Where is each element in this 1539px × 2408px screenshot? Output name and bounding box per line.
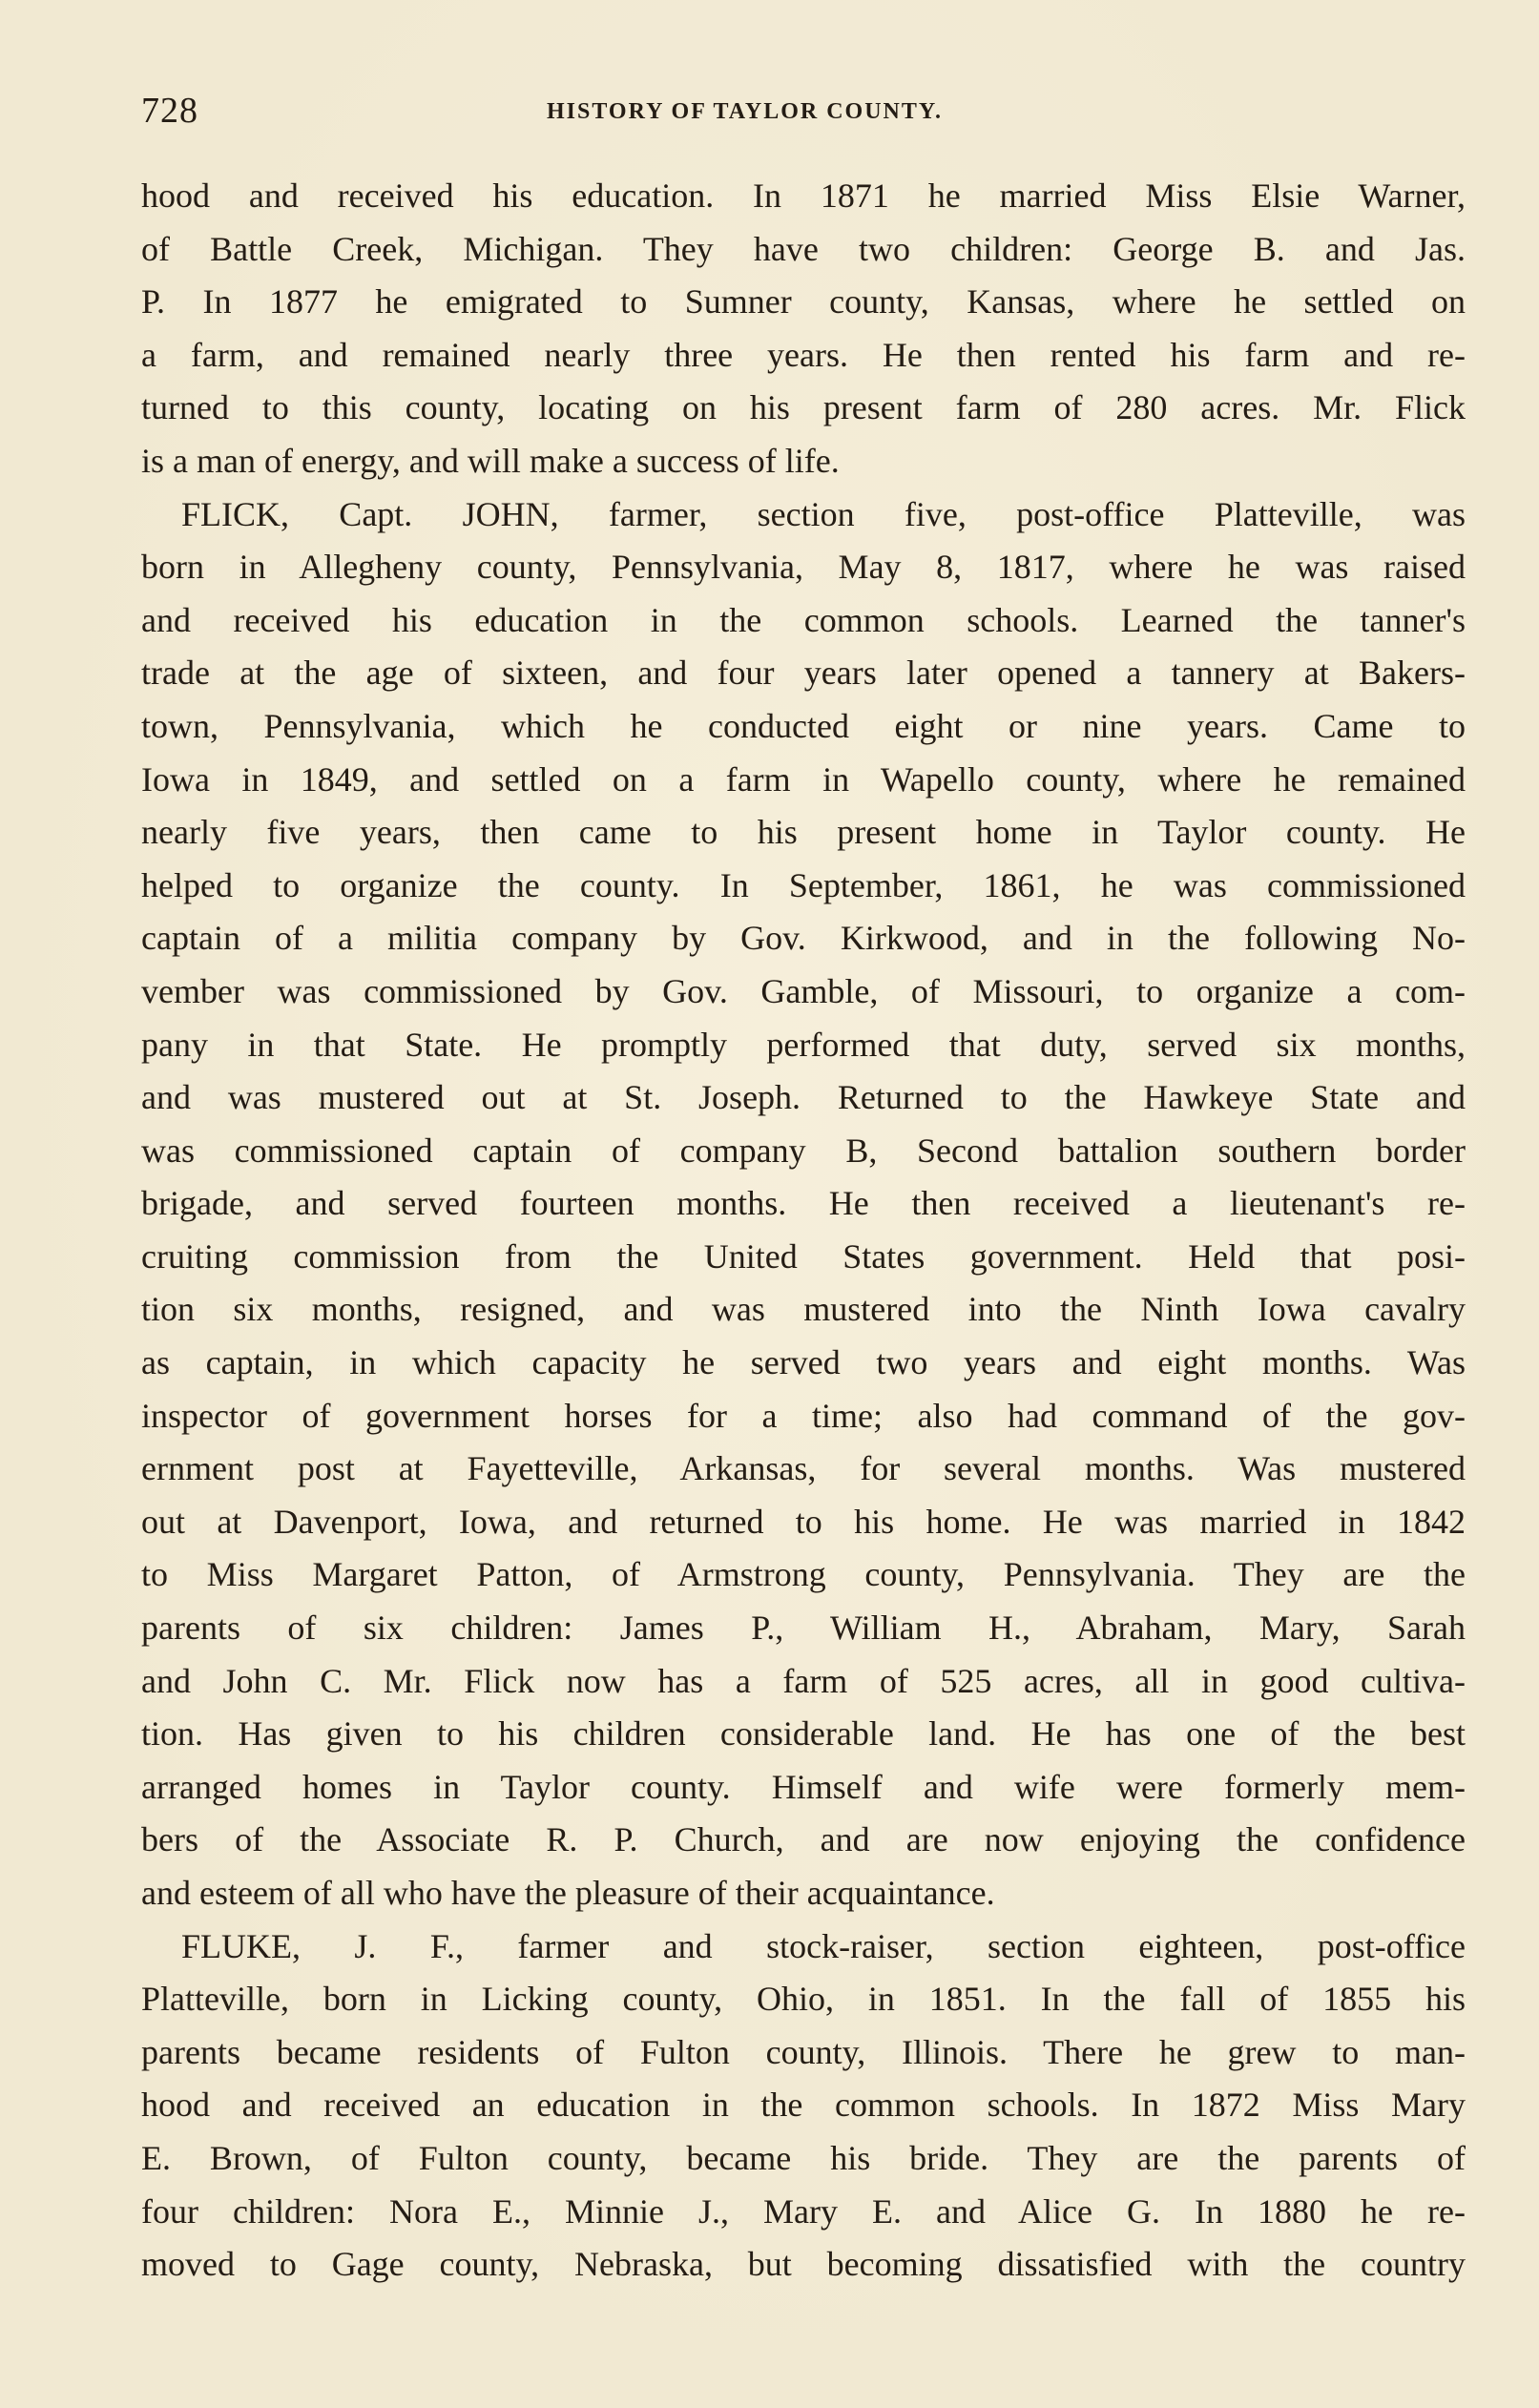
- text-line: FLUKE, J. F., farmer and stock-raiser, section eighteen, post-office: [181, 1926, 1466, 1965]
- text-line: and John C. Mr. Flick now has a farm of 525 acres, all in good cultiva-: [141, 1661, 1466, 1700]
- text-line: P. In 1877 he emigrated to Sumner county, Kansas, where he settled on: [141, 282, 1466, 322]
- text-line: town, Pennsylvania, which he conducted eight or nine years. Came to: [141, 706, 1466, 745]
- text-line: and received his education in the common schools. Learned the tanner's: [141, 600, 1466, 639]
- text-line: ernment post at Fayetteville, Arkansas, for several months. Was mustered: [141, 1449, 1466, 1488]
- text-line: as captain, in which capacity he served two years and eight months. Was: [141, 1343, 1466, 1382]
- text-line: helped to organize the county. In September, 1861, he was commissioned: [141, 865, 1466, 904]
- page-number: 728: [141, 91, 198, 131]
- body-text: [141, 170, 1466, 2292]
- text-line: cruiting commission from the United States government. Held that posi-: [141, 1236, 1466, 1276]
- text-line: inspector of government horses for a time; also had command of the gov-: [141, 1396, 1466, 1435]
- text-line: E. Brown, of Fulton county, became his bride. They are the parents of: [141, 2138, 1466, 2177]
- text-line: brigade, and served fourteen months. He then received a lieutenant's re-: [141, 1184, 1466, 1223]
- text-line: born in Allegheny county, Pennsylvania, May 8, 1817, where he was raised: [141, 548, 1466, 587]
- text-line: moved to Gage county, Nebraska, but becoming dissatisfied with the country: [141, 2245, 1466, 2284]
- text-line: out at Davenport, Iowa, and returned to his home. He was married in 1842: [141, 1502, 1466, 1541]
- page-header: [141, 90, 1458, 137]
- text-line: trade at the age of sixteen, and four years later opened a tannery at Bakers-: [141, 654, 1466, 693]
- text-line: a farm, and remained nearly three years. He then rented his farm and re-: [141, 335, 1466, 374]
- text-line: of Battle Creek, Michigan. They have two children: George B. and Jas.: [141, 229, 1466, 268]
- text-line: Platteville, born in Licking county, Ohio, in 1851. In the fall of 1855 his: [141, 1980, 1466, 2019]
- text-line: FLICK, Capt. JOHN, farmer, section five, post-office Platteville, was: [181, 494, 1466, 533]
- text-line: hood and received his education. In 1871 he married Miss Elsie Warner,: [141, 176, 1466, 215]
- text-line: and was mustered out at St. Joseph. Returned to the Hawkeye State and: [141, 1078, 1466, 1117]
- text-line: parents became residents of Fulton county, Illinois. There he grew to man-: [141, 2032, 1466, 2071]
- text-line: arranged homes in Taylor county. Himself and wife were formerly mem-: [141, 1767, 1466, 1806]
- text-line: parents of six children: James P., William H., Abraham, Mary, Sarah: [141, 1609, 1466, 1648]
- text-line: nearly five years, then came to his present home in Taylor county. He: [141, 813, 1466, 852]
- text-line: is a man of energy, and will make a success of life.: [141, 441, 840, 480]
- text-line: pany in that State. He promptly performed that duty, served six months,: [141, 1025, 1466, 1064]
- running-head: HISTORY OF TAYLOR COUNTY.: [547, 99, 944, 124]
- text-line: tion six months, resigned, and was mustered into the Ninth Iowa cavalry: [141, 1290, 1466, 1329]
- text-line: turned to this county, locating on his present farm of 280 acres. Mr. Flick: [141, 388, 1466, 427]
- text-line: to Miss Margaret Patton, of Armstrong county, Pennsylvania. They are the: [141, 1555, 1466, 1594]
- text-line: was commissioned captain of company B, Second battalion southern border: [141, 1131, 1466, 1170]
- text-line: bers of the Associate R. P. Church, and are now enjoying the confidence: [141, 1820, 1466, 1859]
- text-line: Iowa in 1849, and settled on a farm in Wapello county, where he remained: [141, 759, 1466, 799]
- text-line: tion. Has given to his children considerable land. He has one of the best: [141, 1714, 1466, 1754]
- text-line: four children: Nora E., Minnie J., Mary E. and Alice G. In 1880 he re-: [141, 2191, 1466, 2231]
- text-line: captain of a militia company by Gov. Kirkwood, and in the following No-: [141, 919, 1466, 958]
- text-line: and esteem of all who have the pleasure of their acquaintance.: [141, 1874, 995, 1912]
- text-line: hood and received an education in the common schools. In 1872 Miss Mary: [141, 2086, 1466, 2125]
- text-line: vember was commissioned by Gov. Gamble, of Missouri, to organize a com-: [141, 971, 1466, 1010]
